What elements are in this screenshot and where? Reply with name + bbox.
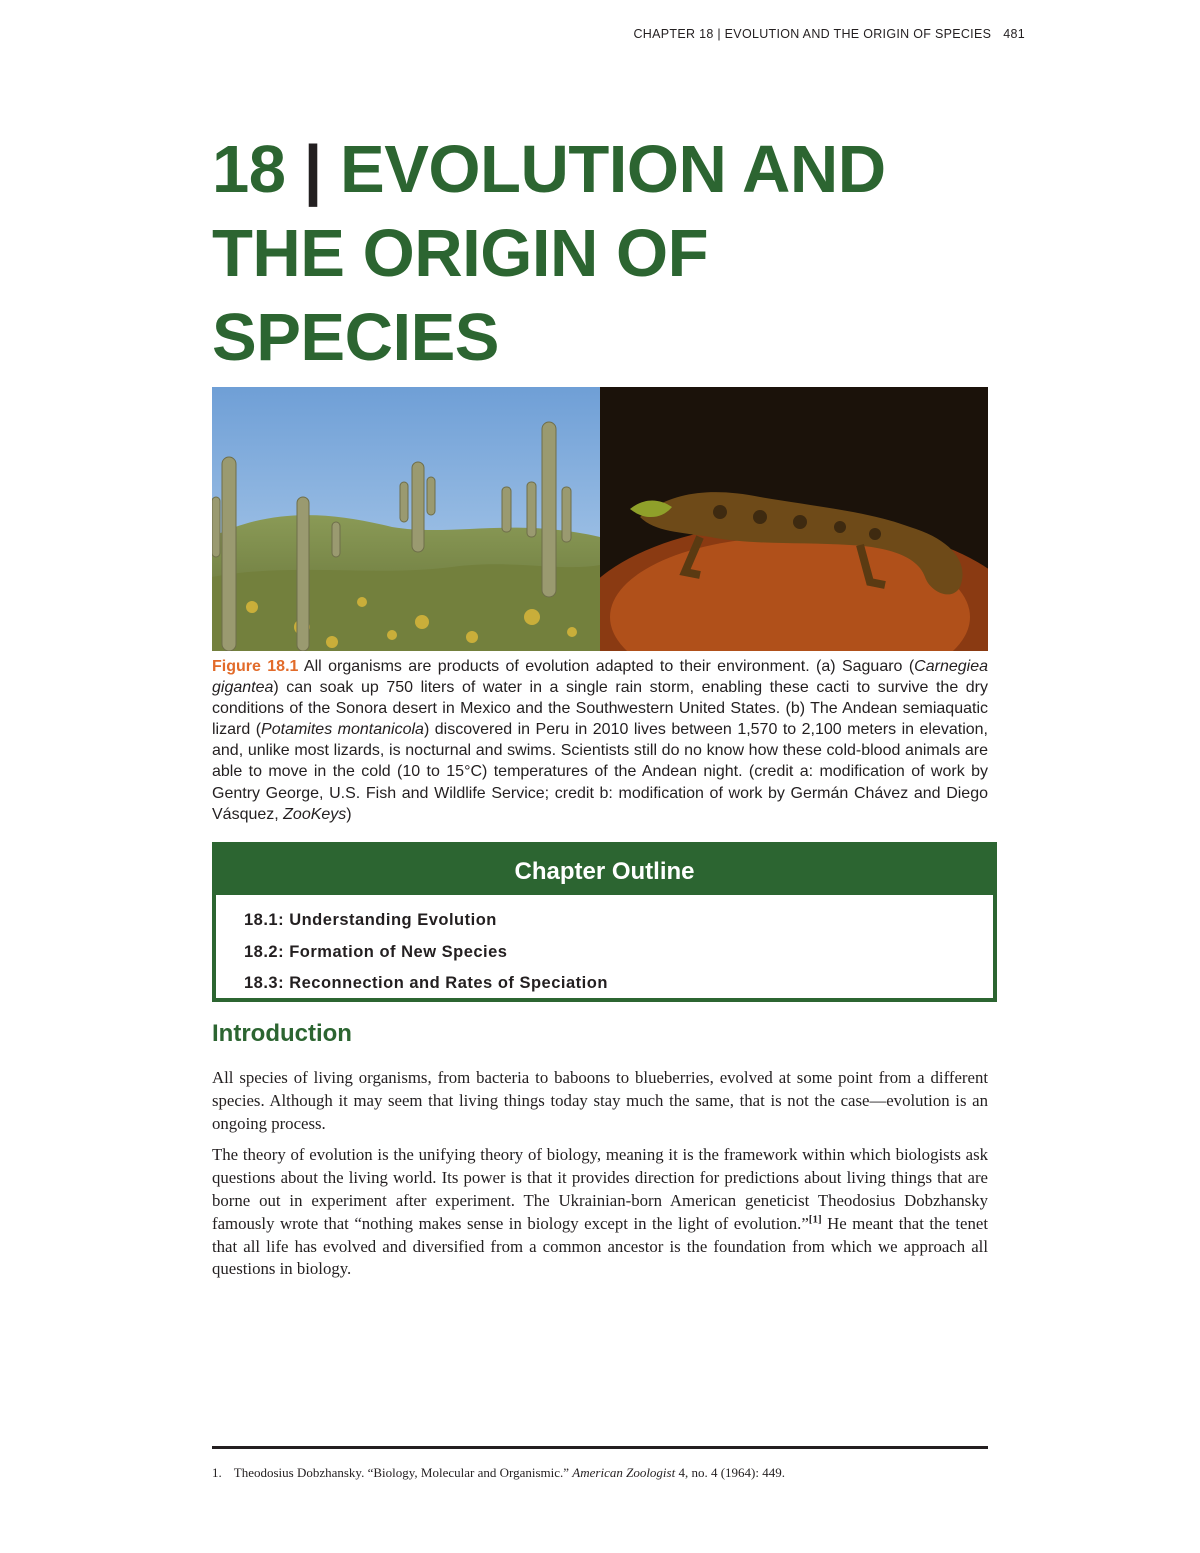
chapter-outline-box — [212, 842, 997, 1002]
caption-journal: ZooKeys — [283, 805, 347, 823]
caption-text-1: All organisms are products of evolution adapted to their environment. (a) Saguaro ( — [298, 658, 915, 675]
saguaro-photo — [212, 387, 600, 651]
footnote-text-a: Theodosius Dobzhansky. “Biology, Molecular and Organismic.” — [233, 1465, 573, 1480]
title-separator: | — [303, 132, 322, 207]
figure-label: Figure 18.1 — [212, 658, 299, 675]
chapter-title — [212, 128, 992, 380]
title-line-3: SPECIES — [212, 300, 499, 375]
title-line-1: EVOLUTION AND — [340, 132, 886, 207]
footnote-reference-1[interactable]: [1] — [808, 1213, 822, 1226]
outline-item-18-2[interactable]: 18.2: Formation of New Species — [244, 942, 508, 961]
chapter-outline-heading: Chapter Outline — [216, 846, 993, 895]
caption-text-4: ) — [346, 805, 352, 823]
introduction-heading: Introduction — [212, 1020, 352, 1047]
footnote-1 — [212, 1465, 988, 1481]
intro-paragraph-2 — [212, 1144, 988, 1281]
chapter-number: 18 — [212, 132, 286, 207]
outline-item-18-3[interactable]: 18.3: Reconnection and Rates of Speciation — [244, 974, 608, 992]
intro-paragraph-1: All species of living organisms, from bacteria to baboons to blueberries, evolved at some point from a different species. Although it may seem that living things today stay much the same, that is not the case—evolution is an ongoing process. — [212, 1068, 988, 1133]
footnote-journal: American Zoologist — [572, 1465, 676, 1480]
outline-item-18-1[interactable]: 18.1: Understanding Evolution — [244, 911, 497, 929]
figure-18-1 — [212, 387, 988, 651]
running-title: CHAPTER 18 | EVOLUTION AND THE ORIGIN OF SPECIES — [633, 27, 992, 41]
running-header — [633, 27, 1025, 41]
title-line-2: THE ORIGIN OF — [212, 216, 708, 291]
introduction-body — [212, 1067, 988, 1290]
caption-text-3: ) discovered in Peru in 2010 lives between 1,570 to 2,100 meters in elevation, and, unlike most lizards, is nocturnal and swims. Scientists still do no know how these cold-blood animals are able to move in the cold (10 to 15°C) temperatures of the Andean night. (credit a: modification of work by Gentry George, U.S. Fish and Wildlife Service; credit b: modification of work by Germán Chávez and Diego Vásquez, — [212, 721, 988, 823]
caption-text-2: ) can soak up 750 liters of water in a single rain storm, enabling these cacti to survive the dry conditions of the Sonora desert in Mexico and the Southwestern United States. (b) The Andean semiaquatic lizard ( — [212, 679, 988, 739]
caption-species-saguaro: Carnegiea gigantea — [212, 658, 988, 697]
intro-paragraph-2-part-b: He meant that the tenet that all life has evolved and diversified from a common ancestor is the foundation from which we approach all questions in biology. — [212, 1213, 988, 1279]
intro-paragraph-2-part-a: The theory of evolution is the unifying theory of biology, meaning it is the framework within which biologists ask questions about the living world. Its power is that it provides direction for predictions about living things that are borne out in experiment after experiment. The Ukrainian-born American geneticist Theodosius Dobzhansky famously wrote that “nothing makes sense in biology except in the light of evolution.” — [212, 1145, 988, 1233]
caption-species-lizard: Potamites montanicola — [261, 721, 424, 739]
footnote-number: 1. — [212, 1465, 222, 1480]
chapter-outline-list — [216, 895, 993, 1000]
page-number: 481 — [1003, 27, 1025, 41]
footnote-divider — [212, 1446, 988, 1449]
footnote-text-b: 4, no. 4 (1964): 449. — [675, 1465, 785, 1480]
figure-caption — [212, 656, 988, 825]
lizard-photo — [600, 387, 988, 651]
